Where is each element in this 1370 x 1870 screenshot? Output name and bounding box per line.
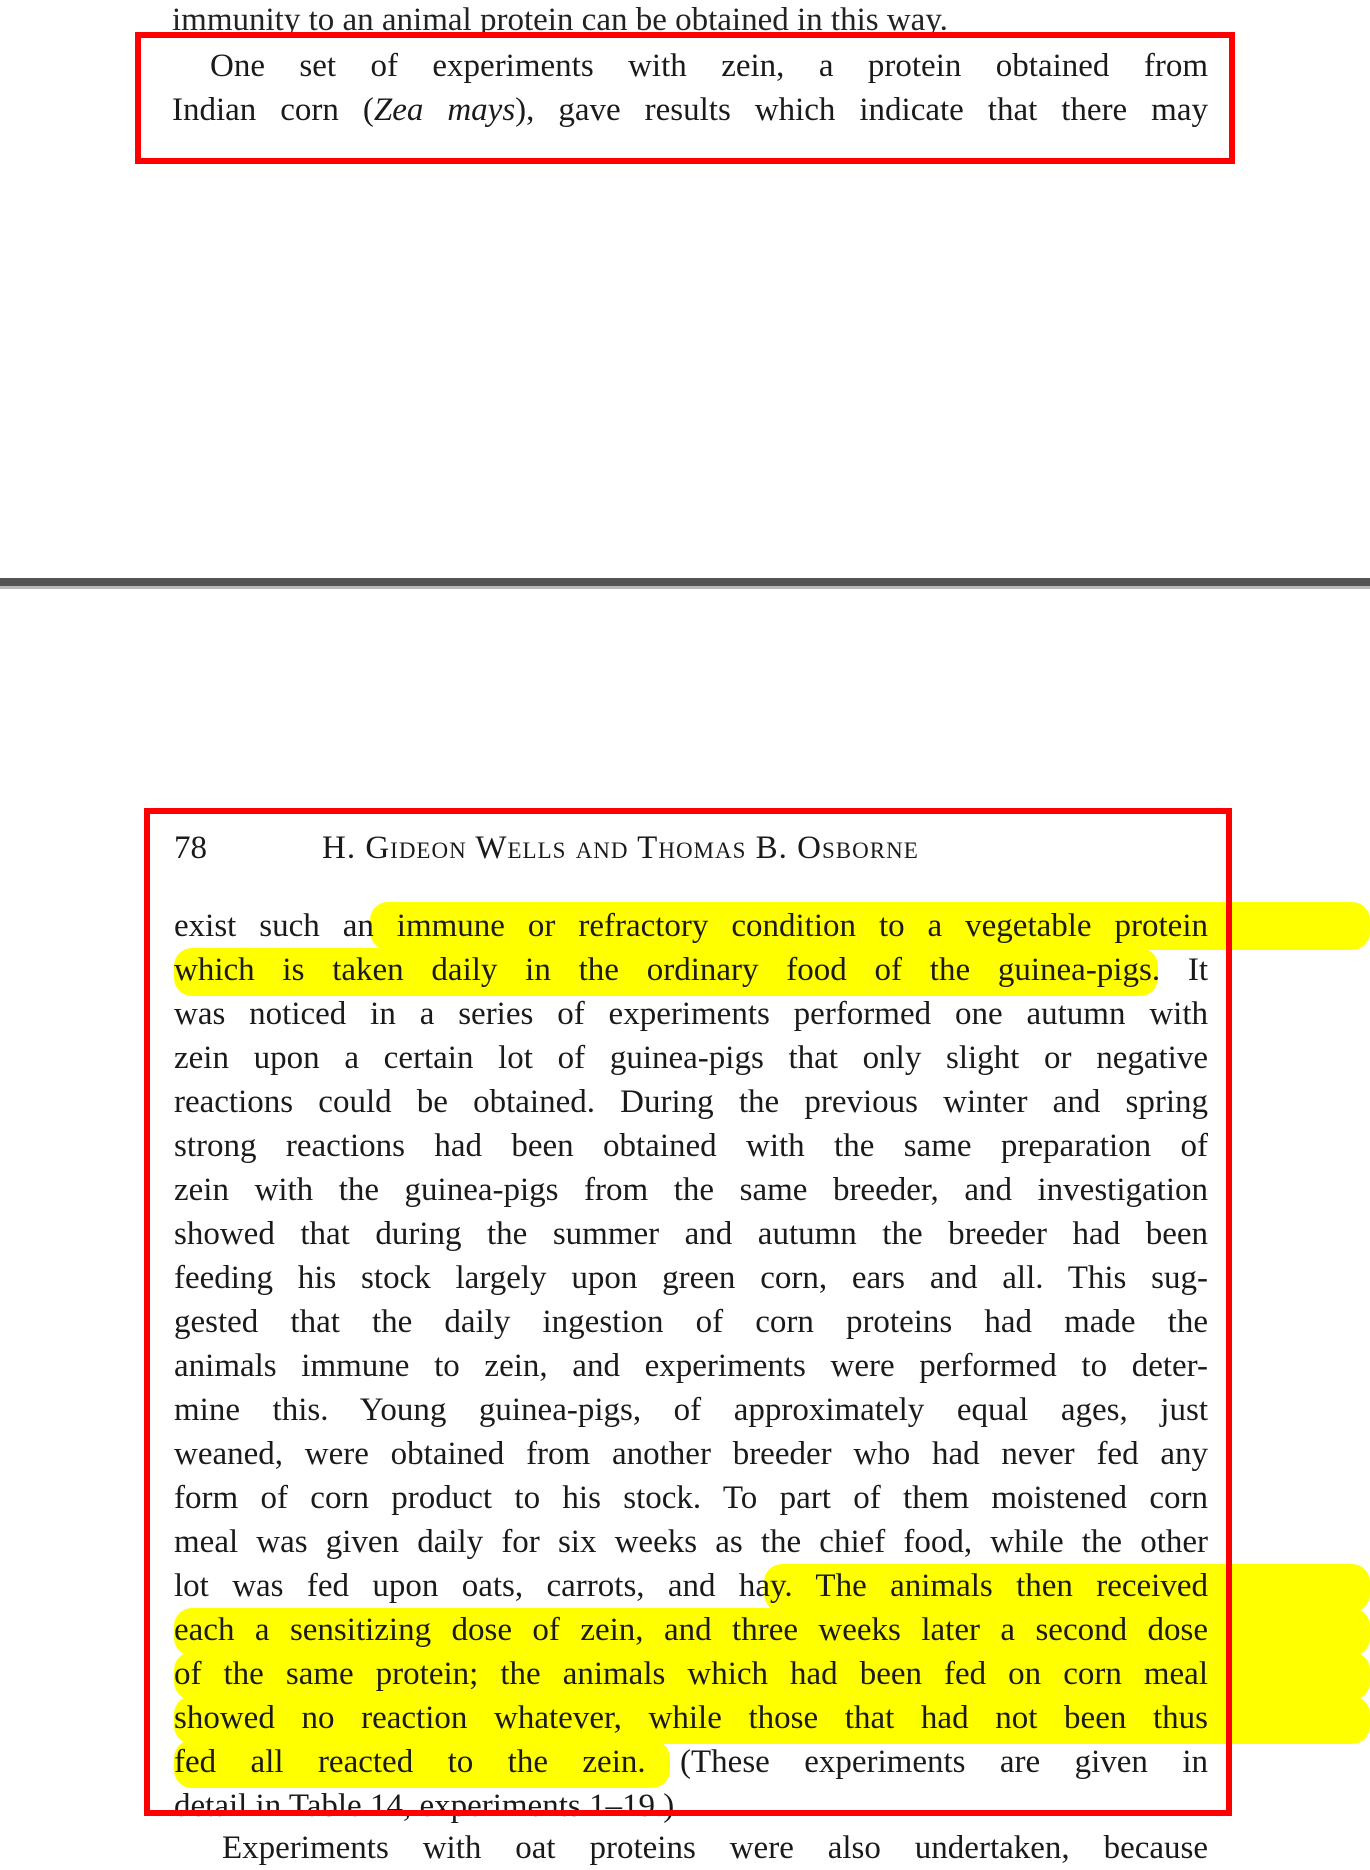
cut-off-text-line: immunity to an animal protein can be obtained in this way.	[172, 2, 948, 38]
paragraph-line: weaned, were obtained from another breeder who had never fed any	[174, 1436, 1208, 1472]
annotation-box-top	[135, 32, 1235, 164]
paragraph-line: showed no reaction whatever, while those that had not been thus	[174, 1700, 1208, 1736]
paragraph-line: detail in Table 14, experiments 1–19.)	[174, 1788, 675, 1824]
paragraph-line: zein upon a certain lot of guinea-pigs that only slight or negative	[174, 1040, 1208, 1076]
paragraph-line: fed all reacted to the zein. (These experiments are given in	[174, 1744, 1208, 1780]
paragraph-line: zein with the guinea-pigs from the same breeder, and investigation	[174, 1172, 1208, 1208]
paragraph-line: exist such an immune or refractory condition to a vegetable protein	[174, 908, 1208, 944]
paragraph-line: reactions could be obtained. During the previous winter and spring	[174, 1084, 1208, 1120]
page-separator	[0, 578, 1370, 586]
text-span: Indian corn (	[172, 92, 374, 128]
paragraph-line: One set of experiments with zein, a protein obtained from	[210, 48, 1208, 84]
running-head: H. Gideon Wells and Thomas B. Osborne	[322, 830, 919, 866]
paragraph-line: which is taken daily in the ordinary food of the guinea-pigs. It	[174, 952, 1208, 988]
page-number: 78	[174, 830, 207, 866]
cut-off-text-line: Experiments with oat proteins were also undertaken, because	[222, 1830, 1208, 1866]
paragraph-line: of the same protein; the animals which had been fed on corn meal	[174, 1656, 1208, 1692]
paragraph-line: gested that the daily ingestion of corn proteins had made the	[174, 1304, 1208, 1340]
text-span: ), gave results which indicate that there may	[515, 92, 1208, 128]
page-separator-shadow	[0, 586, 1370, 589]
paragraph-line: was noticed in a series of experiments performed one autumn with	[174, 996, 1208, 1032]
italic-species-name: Zea mays	[373, 92, 516, 128]
paragraph-line: animals immune to zein, and experiments were performed to deter-	[174, 1348, 1208, 1384]
paragraph-line: showed that during the summer and autumn the breeder had been	[174, 1216, 1208, 1252]
paragraph-line: mine this. Young guinea-pigs, of approximately equal ages, just	[174, 1392, 1208, 1428]
paragraph-line: meal was given daily for six weeks as the chief food, while the other	[174, 1524, 1208, 1560]
paragraph-line: form of corn product to his stock. To part of them moistened corn	[174, 1480, 1208, 1516]
paragraph-line: feeding his stock largely upon green corn, ears and all. This sug-	[174, 1260, 1208, 1296]
paragraph-line: strong reactions had been obtained with the same preparation of	[174, 1128, 1208, 1164]
paragraph-line: each a sensitizing dose of zein, and three weeks later a second dose	[174, 1612, 1208, 1648]
annotation-box-bottom	[144, 808, 1232, 1816]
paragraph-line: lot was fed upon oats, carrots, and hay. The animals then received	[174, 1568, 1208, 1604]
